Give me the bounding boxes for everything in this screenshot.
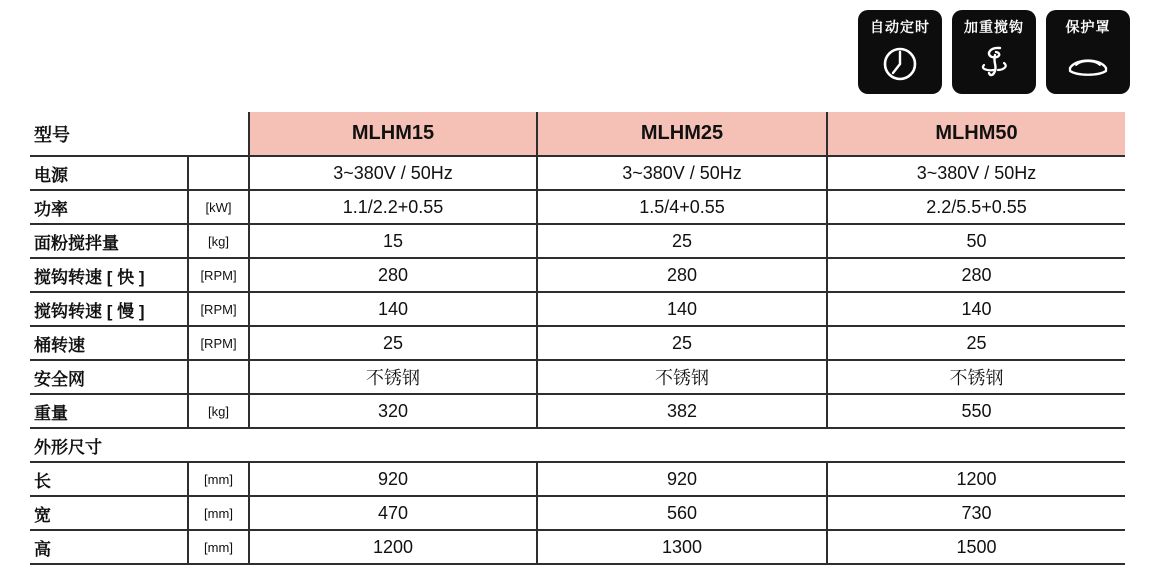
- cell-value: 920: [249, 462, 537, 496]
- header-model-mlhm15: MLHM15: [249, 112, 537, 156]
- row-label: 桶转速: [30, 326, 188, 360]
- cell-value: 不锈钢: [827, 360, 1125, 394]
- cell-value: 280: [537, 258, 827, 292]
- spec-table: [30, 112, 1125, 565]
- cell-value: 320: [249, 394, 537, 428]
- row-label: 重量: [30, 394, 188, 428]
- header-model-mlhm25: MLHM25: [537, 112, 827, 156]
- cell-value: 25: [537, 224, 827, 258]
- row-label: 安全网: [30, 360, 188, 394]
- table-row-flour-capacity: [30, 224, 1125, 258]
- cell-value: 1.1/2.2+0.55: [249, 190, 537, 224]
- cell-value: 1200: [827, 462, 1125, 496]
- cell-value: 280: [827, 258, 1125, 292]
- table-row-safety-guard: [30, 360, 1125, 394]
- row-unit: [kg]: [188, 394, 249, 428]
- cell-value: 920: [537, 462, 827, 496]
- badge-heavy-hook-label: 加重搅钩: [964, 19, 1024, 35]
- header-model-mlhm50: MLHM50: [827, 112, 1125, 156]
- table-row-length: [30, 462, 1125, 496]
- cell-value: 1300: [537, 530, 827, 564]
- feature-badges: [858, 10, 1130, 94]
- cell-value: 25: [827, 326, 1125, 360]
- row-unit: [mm]: [188, 530, 249, 564]
- cell-value: 140: [249, 292, 537, 326]
- badge-auto-timer-label: 自动定时: [870, 19, 930, 35]
- row-unit: [mm]: [188, 496, 249, 530]
- cell-value: 1200: [249, 530, 537, 564]
- badge-heavy-hook: [952, 10, 1036, 94]
- table-row-height: [30, 530, 1125, 564]
- cell-value: 3~380V / 50Hz: [249, 156, 537, 190]
- cell-value: 25: [249, 326, 537, 360]
- cell-value: 280: [249, 258, 537, 292]
- badge-protective-cover-label: 保护罩: [1065, 19, 1111, 35]
- cell-value: 25: [537, 326, 827, 360]
- cell-value: 140: [537, 292, 827, 326]
- table-row-power: [30, 190, 1125, 224]
- row-label: 电源: [30, 156, 188, 190]
- row-label: 功率: [30, 190, 188, 224]
- cell-value: 1500: [827, 530, 1125, 564]
- table-header-row: [30, 112, 1125, 156]
- row-unit: [kW]: [188, 190, 249, 224]
- row-unit: [RPM]: [188, 292, 249, 326]
- row-label: 长: [30, 462, 188, 496]
- table-row-hook-speed-fast: [30, 258, 1125, 292]
- table-row-bowl-speed: [30, 326, 1125, 360]
- row-unit: [RPM]: [188, 258, 249, 292]
- cell-value: 1.5/4+0.55: [537, 190, 827, 224]
- cell-value: 140: [827, 292, 1125, 326]
- cell-value: 2.2/5.5+0.55: [827, 190, 1125, 224]
- cell-value: 470: [249, 496, 537, 530]
- row-unit: [mm]: [188, 462, 249, 496]
- header-label-model: 型号: [30, 112, 249, 156]
- table-row-power-supply: [30, 156, 1125, 190]
- row-label: 搅钩转速 [ 慢 ]: [30, 292, 188, 326]
- row-unit: [188, 156, 249, 190]
- row-label: 高: [30, 530, 188, 564]
- cell-value: 不锈钢: [249, 360, 537, 394]
- cell-value: 560: [537, 496, 827, 530]
- badge-auto-timer: [858, 10, 942, 94]
- table-row-hook-speed-slow: [30, 292, 1125, 326]
- row-label: 搅钩转速 [ 快 ]: [30, 258, 188, 292]
- cell-value: 50: [827, 224, 1125, 258]
- cell-value: 3~380V / 50Hz: [827, 156, 1125, 190]
- section-label: 外形尺寸: [30, 428, 1125, 462]
- cell-value: 3~380V / 50Hz: [537, 156, 827, 190]
- table-section-dimensions: [30, 428, 1125, 462]
- badge-protective-cover: [1046, 10, 1130, 94]
- table-row-width: [30, 496, 1125, 530]
- cell-value: 15: [249, 224, 537, 258]
- row-unit: [RPM]: [188, 326, 249, 360]
- row-unit: [kg]: [188, 224, 249, 258]
- cell-value: 730: [827, 496, 1125, 530]
- row-label: 面粉搅拌量: [30, 224, 188, 258]
- row-unit: [188, 360, 249, 394]
- cell-value: 382: [537, 394, 827, 428]
- cell-value: 550: [827, 394, 1125, 428]
- protective-cover-icon: [1064, 41, 1112, 85]
- table-row-weight: [30, 394, 1125, 428]
- cell-value: 不锈钢: [537, 360, 827, 394]
- clock-icon: [878, 41, 922, 85]
- dough-hook-icon: [972, 41, 1016, 85]
- row-label: 宽: [30, 496, 188, 530]
